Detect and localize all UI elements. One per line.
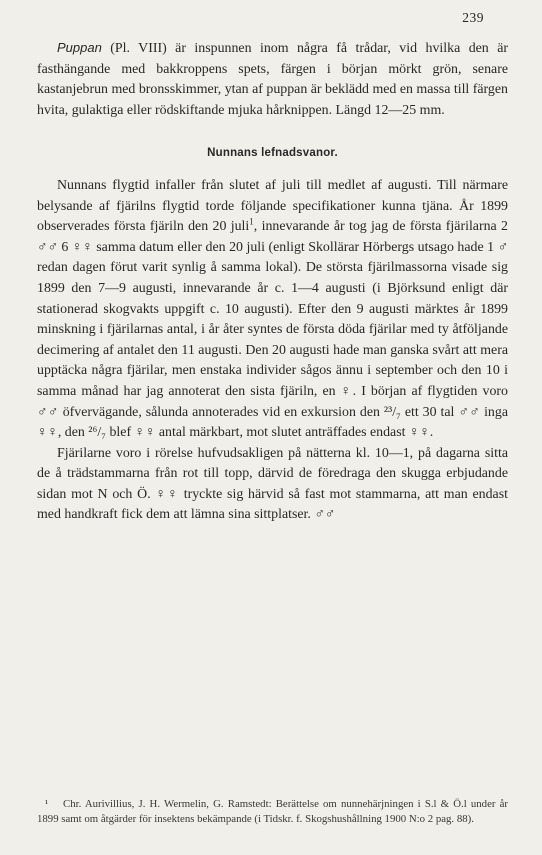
footnote-reference: 1 (249, 216, 254, 227)
paragraph-flight-time (37, 176, 508, 444)
footnote-mark: ¹ (45, 798, 49, 810)
paragraph-activity: Fjärilarne voro i rörelse hufvudsakligen på nätterna kl. 10—1, på dagarna sitta de å trädstammarna från rot till topp, därvid de föredraga den skugga erbjudande sidan mot N och Ö. ♀♀ tryckte sig härvid så fast mot stammarna, att man endast med handkraft fick dem att lämna sina sittplatser. ♂♂ (37, 445, 508, 523)
paragraph-pupa-text: (Pl. VIII) är inspunnen inom några få trådar, vid hvilka den är fasthängande med bakkroppens spets, färgen i början mörkt grön, senare kastanjebrun med bronsskimmer, ytan af puppan är beklädd med en massa till färgen hvita, gulaktiga eller rödskiftande mjuka hårknippen. Längd 12—25 mm. (37, 41, 508, 118)
section-heading: Nunnans lefnadsvanor. (207, 147, 338, 160)
page-number: 239 (462, 10, 484, 25)
footnote-text: Chr. Aurivillius, J. H. Wermelin, G. Ramstedt: Berättelse om nunnehärjningen i S.l & Ö.l under år 1899 samt om åtgärder för insektens bekämpande (i Tidskr. f. Skogshushållning 1900 N:o 2 pag. 88). (37, 798, 508, 825)
lead-word: Puppan (57, 40, 102, 55)
footnote (37, 797, 508, 826)
paragraph-pupa (37, 38, 508, 121)
paragraph-flight-time-part2: , innevarande år tog jag de första fjärilarna 2 ♂♂ 6 ♀♀ samma datum eller den 20 juli (enligt Skollärar Hörbergs utsago hade 1 ♂ redan dagen förut varit synlig å samma lokal). De största fjärilmassorna visade sig 1899 den 7—9 augusti, innevarande år c. 1—4 augusti (i Björksund enligt där stationerad skogvakts uppgift c. 10 augusti). Efter den 9 augusti märktes år 1899 minskning i fjärilarnas antal, i år åter syntes de första döda fjärilar med ty åtföljande decimering af antalet den 11 augusti. Den 20 augusti hade man ganska svårt att mera upptäcka några fjärilar, men enstaka individer sågos ännu i september och den 10 i samma månad har jag annoterat den sista fjäriln, en ♀. I början af flygtiden voro ♂♂ öfvervägande, sålunda annoterades vid en exkursion den ²³/₇ ett 30 tal ♂♂ inga ♀♀, den ²⁶/₇ blef ♀♀ antal märkbart, mot slutet anträffades endast ♀♀. (37, 219, 508, 441)
paragraph-flight-time-part1: Nunnans flygtid infaller från slutet af juli till medlet af augusti. Till närmare belysande af fjärilns flygtid torde följande specifikationer kunna tjäna. År 1899 observerades första fjäriln den 20 juli (37, 177, 508, 235)
body-text (37, 38, 508, 526)
